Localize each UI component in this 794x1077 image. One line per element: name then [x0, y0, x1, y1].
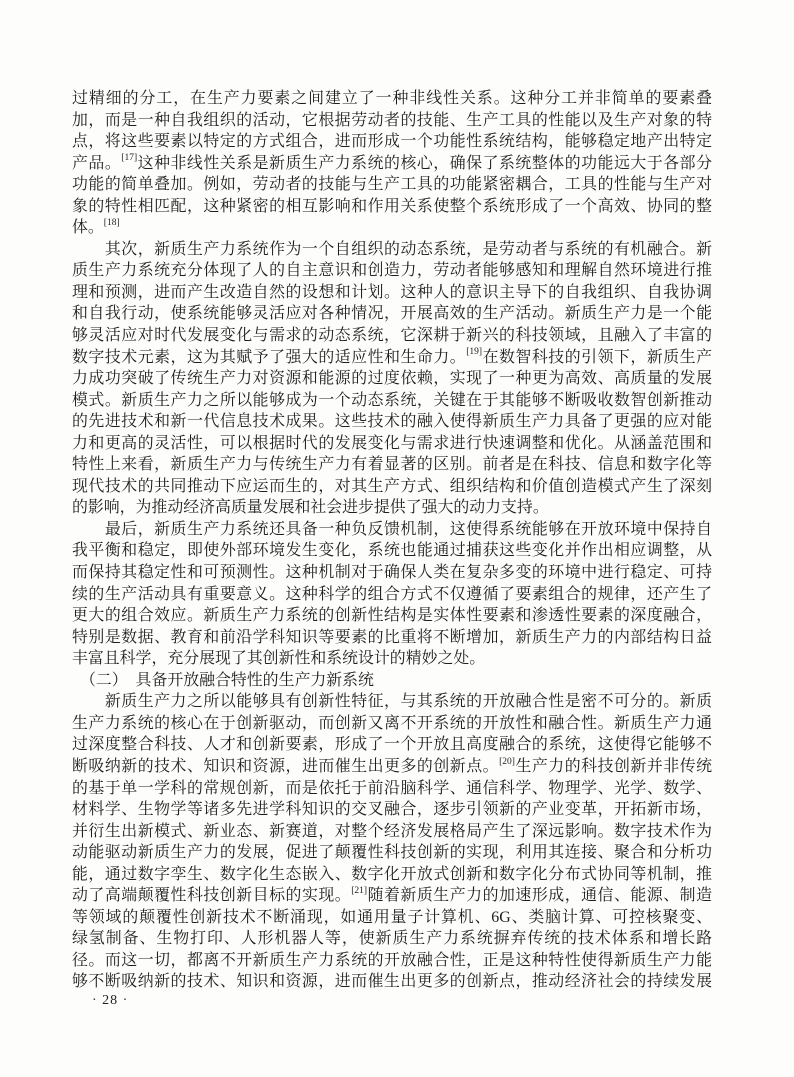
text-line: 质生产力系统充分体现了人的自主意识和创造力，劳动者能够感知和理解自然环境进行推 — [72, 262, 712, 280]
text-line: 更大的组合效应。新质生产力系统的创新性结构是实体性要素和渗透性要素的深度融合， — [72, 607, 712, 625]
text-line: 等领域的颠覆性创新技术不断涌现，如通用量子计算机、6G、类脑计算、可控核聚变、 — [72, 908, 712, 926]
text-line: 的影响，为推动经济高质量发展和社会进步提供了强大的动力支持。 — [72, 499, 549, 517]
text-line: 点，将这些要素以特定的方式组合，进而形成一个功能性系统结构，能够稳定地产出特定 — [72, 133, 712, 151]
footnote-marker: [17] — [121, 153, 138, 164]
text-line: 我平衡和稳定，即使外部环境发生变化，系统也能通过捕获这些变化并作出相应调整，从 — [72, 542, 712, 560]
text-line: 的基于单一学科的常规创新，而是依托于前沿脑科学、通信科学、物理学、光学、数学、 — [72, 779, 712, 797]
text-line: 功能的简单叠加。例如，劳动者的技能与生产工具的功能紧密耦合，工具的性能与生产对 — [72, 176, 712, 194]
footnote-marker: [19] — [466, 347, 483, 358]
paragraph — [72, 88, 712, 239]
text-line: 力成功突破了传统生产力对资源和能源的过度依赖，实现了一种更为高效、高质量的发展 — [72, 370, 712, 388]
text-line: 生产力系统的核心在于创新驱动，而创新又离不开系统的开放性和融合性。新质生产力通 — [72, 714, 712, 732]
text-line: 数字技术元素，这为其赋予了强大的适应性和生命力。[19]在数智科技的引领下，新质生产 — [72, 347, 713, 366]
text-line: 最后，新质生产力系统还具备一种负反馈机制，这使得系统能够在开放环境中保持自 — [72, 520, 712, 538]
section-heading — [72, 670, 712, 692]
text-line: 加，而是一种自我组织的活动，它根据劳动者的技能、生产工具的性能以及生产对象的特 — [72, 111, 712, 129]
text-line: 其次，新质生产力系统作为一个自组织的动态系统，是劳动者与系统的有机融合。新 — [72, 240, 712, 258]
text-line: 体。[18] — [72, 217, 120, 237]
text-line: 动了高端颠覆性科技创新目标的实现。[21]随着新质生产力的加速形成，通信、能源、制造 — [72, 885, 712, 905]
text-line: 径。而这一切，都离不开新质生产力系统的开放融合性，正是这种特性使得新质生产力能 — [72, 951, 712, 969]
footnote-marker: [18] — [103, 217, 120, 228]
paragraph — [72, 691, 712, 993]
text-line: （二） 具备开放融合特性的生产力新系统 — [72, 671, 374, 689]
text-line: 绿氢制备、生物打印、人形机器人等，使新质生产力系统摒弃传统的技术体系和增长路 — [72, 930, 712, 948]
text-line: 象的特性相匹配，这种紧密的相互影响和作用关系使整个系统形成了一个高效、协同的整 — [72, 197, 712, 215]
text-line: 而保持其稳定性和可预测性。这种机制对于确保人类在复杂多变的环境中进行稳定、可持 — [72, 564, 712, 582]
paragraph — [72, 239, 712, 519]
text-line: 够不断吸纳新的技术、知识和资源，进而催生出更多的创新点，推动经济社会的持续发展 — [72, 973, 712, 991]
text-line: 的先进技术和新一代信息技术成果。这些技术的融入使得新质生产力具备了更强的应对能 — [72, 413, 712, 431]
text-line: 能，通过数字孪生、数字化生态嵌入、数字化开放式创新和数字化分布式协同等机制，推 — [72, 865, 712, 883]
text-line: 力和更高的灵活性，可以根据时代的发展变化与需求进行快速调整和优化。从涵盖范围和 — [72, 434, 712, 452]
text-line: 够灵活应对时代发展变化与需求的动态系统，它深耕于新兴的科技领域，且融入了丰富的 — [72, 327, 712, 345]
text-line: 模式。新质生产力之所以能够成为一个动态系统，关键在于其能够不断吸收数智创新推动 — [72, 391, 712, 409]
text-column — [72, 88, 712, 993]
text-line: 过精细的分工，在生产力要素之间建立了一种非线性关系。这种分工并非简单的要素叠 — [72, 90, 712, 107]
text-line: 续的生产活动具有重要意义。这种科学的组合方式不仅遵循了要素组合的规律，还产生了 — [72, 585, 712, 603]
text-line: 现代技术的共同推动下应运而生的，对其生产方式、组织结构和价值创造模式产生了深刻 — [72, 477, 712, 495]
text-line: 丰富且科学，充分展现了其创新性和系统设计的精妙之处。 — [72, 650, 486, 668]
page-number: · 28 · — [92, 993, 129, 1008]
text-line: 产品。[17]这种非线性关系是新质生产力系统的核心，确保了系统整体的功能远大于各部分 — [72, 153, 713, 172]
text-line: 材料学、生物学等诸多先进学科知识的交叉融合，逐步引领新的产业变革，开拓新市场， — [72, 801, 712, 819]
footnote-marker: [21] — [351, 885, 368, 896]
text-line: 新质生产力之所以能够具有创新性特征，与其系统的开放融合性是密不可分的。新质 — [72, 693, 712, 711]
text-line: 特别是数据、教育和前沿学科知识等要素的比重将不断增加，新质生产力的内部结构日益 — [72, 628, 712, 646]
paragraph — [72, 519, 712, 670]
text-line: 特性上来看，新质生产力与传统生产力有着显著的区别。前者是在科技、信息和数字化等 — [72, 456, 712, 474]
text-line: 断吸纳新的技术、知识和资源，进而催生出更多的创新点。[20]生产力的科技创新并非传统 — [72, 756, 713, 775]
text-line: 动能驱动新质生产力的发展，促进了颠覆性科技创新的实现，利用其连接、聚合和分析功 — [72, 844, 712, 862]
text-line: 并衍生出新模式、新业态、新赛道，对整个经济发展格局产生了深远影响。数字技术作为 — [72, 822, 712, 840]
text-line: 和自我行动，使系统能够灵活应对各种情况，开展高效的生产活动。新质生产力是一个能 — [72, 305, 712, 323]
text-line: 过深度整合科技、人才和创新要素，形成了一个开放且高度融合的系统，这使得它能够不 — [72, 736, 712, 754]
text-line: 理和预测，进而产生改造自然的设想和计划。这种人的意识主导下的自我组织、自我协调 — [72, 283, 712, 301]
footnote-marker: [20] — [499, 756, 515, 767]
